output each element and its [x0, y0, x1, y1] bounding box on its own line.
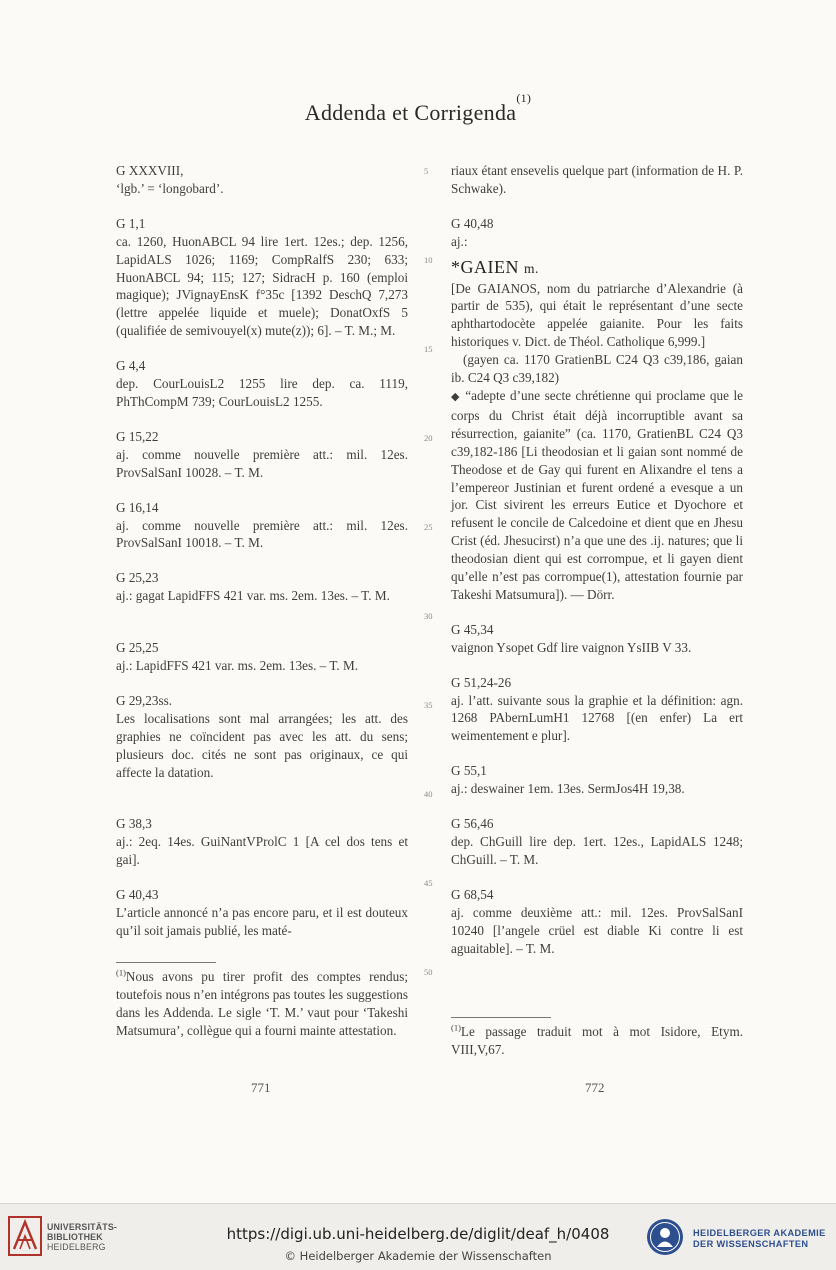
entry-continuation [451, 162, 743, 198]
academy-name [693, 1228, 826, 1250]
entry-ref: G 29,23ss. [116, 692, 173, 708]
page-title [0, 91, 836, 126]
page-number-right: 772 [585, 1080, 605, 1095]
entry-text: ‘lgb.’ = ‘longobard’. [116, 180, 224, 196]
entry-g-38-3 [116, 815, 408, 869]
entry-text: aj.: gagat LapidFFS 421 var. ms. 2em. 13es. – T. M. [116, 588, 390, 604]
entry-g-51-24 [451, 674, 743, 746]
footnote-text: Le passage traduit mot à mot Isidore, Etym. VIII,V,67. [451, 1024, 743, 1057]
ub-line-2: BIBLIOTHEK [47, 1232, 103, 1242]
entry-g-15-22 [116, 428, 408, 482]
entry-ref: G 68,54 [451, 886, 494, 902]
title-text: Addenda et Corrigenda [304, 100, 517, 125]
definition [451, 387, 743, 604]
line-number: 15 [424, 344, 433, 354]
entry-ref: G 40,43 [116, 887, 159, 903]
attested-forms: (gayen ca. 1170 GratienBL C24 Q3 c39,186, gaian ib. C24 Q3 c39,182) [451, 352, 743, 386]
line-number: 25 [424, 522, 433, 532]
permalink-url[interactable]: https://digi.ub.uni-heidelberg.de/diglit/deaf_h/0408 [226, 1225, 610, 1243]
entry-g-55-1 [451, 762, 743, 798]
entry-text: aj.: 2eq. 14es. GuiNantVProlC 1 [A cel dos tens et gai]. [116, 834, 408, 868]
entry-g-40-43 [116, 886, 408, 940]
entry-ref: G 38,3 [116, 816, 152, 832]
footnote-right [451, 1023, 743, 1059]
line-number: 30 [424, 611, 433, 621]
right-column [451, 162, 743, 974]
academy-line-2: DER WISSENSCHAFTEN [693, 1239, 809, 1249]
entry-ref: G 1,1 [116, 215, 146, 231]
entry-g-40-48 [451, 215, 743, 251]
entry-text: vaignon Ysopet Gdf lire vaignon YsIIB V 33. [451, 639, 692, 655]
entry-text: aj. l’att. suivante sous la graphie et la définition: agn. 1268 PAbernLumH1 12768 [(en enfer) La ert weimentement e plur]. [451, 692, 743, 744]
entry-text: aj.: [451, 233, 468, 249]
diamond-icon: ◆ [451, 390, 461, 403]
entry-g-16-14 [116, 499, 408, 553]
line-number: 20 [424, 433, 433, 443]
entry-g-29-23 [116, 692, 408, 782]
entry-text: dep. CourLouisL2 1255 lire dep. ca. 1119, PhThCompM 739; CourLouisL2 1255. [116, 376, 408, 409]
entry-g-25-23 [116, 569, 408, 605]
copyright-notice: © Heidelberger Akademie der Wissenschaften [284, 1249, 552, 1263]
title-footnote-ref: (1) [516, 91, 532, 105]
entry-g-4-4 [116, 357, 408, 411]
footnote-left [116, 968, 408, 1040]
page-number-left: 771 [251, 1080, 271, 1095]
line-number: 45 [424, 878, 433, 888]
lemma-heading [451, 256, 743, 278]
entry-text: riaux étant ensevelis quelque part (information de H. P. Schwake). [451, 163, 743, 196]
line-number: 5 [424, 166, 429, 176]
entry-ref: G 55,1 [451, 763, 487, 779]
entry-text: L’article annoncé n’a pas encore paru, et il est douteux qu’il soit jamais publié, les maté- [116, 905, 408, 938]
entry-g-1-1 [116, 215, 408, 340]
lemma-word: *GAIEN [451, 256, 519, 277]
entry-ref: G 15,22 [116, 428, 159, 444]
entry-text: aj.: LapidFFS 421 var. ms. 2em. 13es. – T. M. [116, 658, 359, 674]
entry-text: dep. ChGuill lire dep. 1ert. 12es., LapidALS 1248; ChGuill. – T. M. [451, 834, 743, 867]
left-column [116, 162, 408, 957]
entry-ref: G 25,25 [116, 640, 159, 656]
entry-ref: G 40,48 [451, 215, 494, 231]
entry-g-68-54 [451, 886, 743, 958]
line-number: 10 [424, 255, 433, 265]
entry-text: aj. comme deuxième att.: mil. 12es. ProvSalSanI 10240 [l’angele crüel est diable Ki contre li est aguaitable]. – T. M. [451, 904, 743, 956]
entry-g-45-34 [451, 621, 743, 657]
academy-line-1: HEIDELBERGER AKADEMIE [693, 1228, 826, 1238]
entry-ref: G 45,34 [451, 621, 494, 637]
entry-ref: G 25,23 [116, 570, 159, 586]
definition-text: “adepte d’une secte chrétienne qui proclame que le corps du Christ était déjà incorruptible avant sa résurrection, gaianite” (ca. 1170, GratienBL C24 Q3 c39,182-186 [Li theodosian et li gaian sont nommé de Theodose et de Gay qui furent en Alixandre el tens a l’empereor Justinian et furent ordené a evesque a un jor. Cist sivirent les erreurs Eutice et Dyochore et refusent le concile de Calcedoine et dient que en Jhesu Crist (éd. Jhesucirst) n’a que une des .ij. natures; que li theodosian dient qui est corrompue, et li gayen dient qu’elle n’est pas corrompue(1), attestation fournie par Takeshi Matsumura]). — Dörr. [451, 387, 744, 602]
entry-g-25-25 [116, 639, 408, 675]
footnote-marker: (1) [116, 967, 126, 978]
line-number: 50 [424, 967, 433, 977]
entry-ref: G XXXVIII, [116, 163, 184, 178]
line-number: 35 [424, 700, 433, 710]
entry-ref: G 51,24-26 [451, 674, 512, 690]
entry-text: ca. 1260, HuonABCL 94 lire 1ert. 12es.; dep. 1256, LapidALS 1026; 1169; CompRalfS 230; 633; HuonABCL 94; 115; 127; SidracH p. 160 (emploi magique); JVignayEnsK f°35c [1392 DeschQ 7,273 (lettre appelée liquide et muele); DonatOxfS 5 (qualifiée de semivouyel(x) mute(z)); 6]. – T. M.; M. [116, 233, 408, 339]
entry-ref: G 16,14 [116, 499, 159, 515]
line-number: 40 [424, 789, 433, 799]
lemma-gender: m. [524, 260, 539, 276]
ub-line-1: UNIVERSITÄTS- [47, 1222, 118, 1232]
entry-g-xxxviii [116, 162, 408, 198]
footnote-marker: (1) [451, 1022, 461, 1033]
entry-text: Les localisations sont mal arrangées; les att. des graphies ne coïncident pas avec les att. du sens; plusieurs doc. cités ne sont pas originaux, ce qui affecte la datation. [116, 710, 408, 780]
entry-text: aj. comme nouvelle première att.: mil. 12es. ProvSalSanI 10028. – T. M. [116, 446, 408, 480]
entry-text: aj. comme nouvelle première att.: mil. 12es. ProvSalSanI 10018. – T. M. [116, 517, 408, 551]
footnote-rule-right [451, 1017, 551, 1018]
entry-g-56-46 [451, 815, 743, 869]
entry-ref: G 4,4 [116, 358, 146, 374]
academy-seal-icon[interactable] [646, 1218, 684, 1256]
entry-text: aj.: deswainer 1em. 13es. SermJos4H 19,38. [451, 781, 685, 797]
entry-ref: G 56,46 [451, 816, 494, 832]
ub-line-3: HEIDELBERG [47, 1242, 106, 1252]
footnote-text: Nous avons pu tirer profit des comptes rendus; toutefois nous n’en intégrons pas toutes les suggestions dans les Addenda. Le sigle ‘T. M.’ vaut pour ‘Takeshi Matsumura’, collègue qui a fourni mainte attestation. [116, 969, 408, 1038]
footnote-rule-left [116, 962, 216, 963]
etymology: [De GAIANOS, nom du patriarche d’Alexandrie (à partir de 535), qui était le représentant d’une secte aphthartodocète appelée gaianite. Pour les faits historiques v. Dict. de Théol. Catholique 6,999.] [451, 280, 743, 350]
